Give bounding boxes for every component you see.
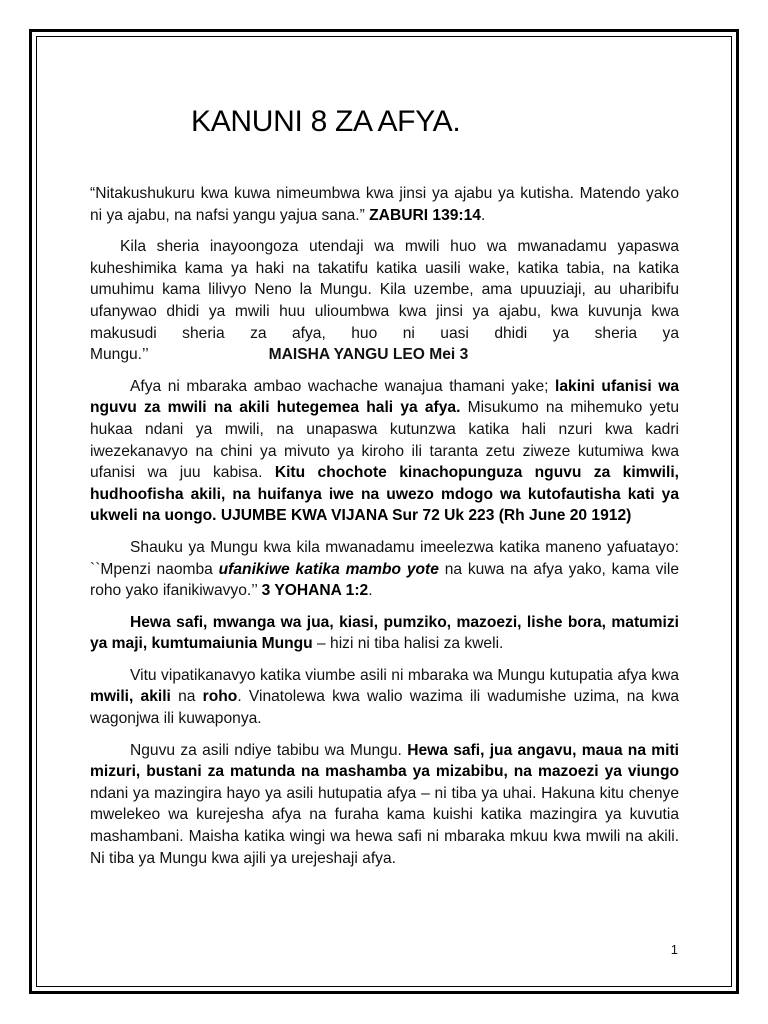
paragraph-eight-remedies: Hewa safi, mwanga wa jua, kiasi, pumziko, mazoezi, lishe bora, matumizi ya maji, kumtumaiunia Mungu – hizi ni tiba halisi za kweli.	[90, 613, 679, 653]
source-reference: UJUMBE KWA VIJANA Sur 72 Uk 223 (Rh June 20 1912)	[216, 507, 632, 525]
page-title: KANUNI 8 ZA AFYA.	[191, 105, 461, 138]
paragraph-natural-remedies: Vitu vipatikanavyo katika viumbe asili ni mbaraka wa Mungu kutupatia afya kwa mwili, akili na roho. Vinatolewa kwa walio wazima ili wadumishe uzima, na kwa wagonjwa ili kuwaponya.	[90, 666, 679, 728]
paragraph-gods-desire: Shauku ya Mungu kwa kila mwanadamu imeelezwa katika maneno yafuatayo: ``Mpenzi naomba ufanikiwe katika mambo yote na kuwa na afya yako, kama vile roho yako ifanikiwavyo.’’ 3 YOHANA 1:2.	[90, 538, 680, 600]
paragraph-health-laws: Kila sheria inayoongoza utendaji wa mwili huo wa mwanadamu yapaswa kuheshimika kama ya haki na takatifu katika uasili wake, katika tabia, na katika umuhimu kama lilivyo Neno la Mungu. Kila uzembe, ama upuuziaji, au uharibifu ufanywao dhidi ya mwili huu ulioumbwa kwa jinsi ya ajabu, kwa kuvunja kwa makusudi sheria za afya, huo ni uasi dhidi ya sheria ya Mungu.’’ MAISHA YANGU LEO Mei 3	[90, 238, 679, 364]
paragraph-psalm-quote: “Nitakushukuru kwa kuwa nimeumbwa kwa jinsi ya ajabu ya kutisha. Matendo yako ni ya ajabu, na nafsi yangu yajua sana.” ZABURI 139:14.	[90, 185, 679, 224]
scripture-reference: ZABURI 139:14	[369, 206, 481, 224]
page-number: 1	[670, 942, 678, 957]
paragraph-nature-physician: Nguvu za asili ndiye tabibu wa Mungu. Hewa safi, jua angavu, maua na miti mizuri, bustani za matunda na mashamba ya mizabibu, na mazoezi ya viungo ndani ya mazingira hayo ya asili hutupatia afya – ni tiba ya uhai. Hakuna kitu chenye mwelekeo wa kurejesha afya na furaha kama kuishi katika mazingira ya kuvutia mashambani. Maisha katika wingi wa hewa safi ni mbaraka mkuu kwa mwili na akili. Ni tiba ya Mungu kwa ajili ya urejeshaji afya.	[90, 741, 680, 867]
source-reference: MAISHA YANGU LEO Mei 3	[268, 346, 469, 364]
scripture-reference: 3 YOHANA 1:2	[261, 582, 369, 600]
document-body	[90, 104, 679, 879]
paragraph-health-blessing: Afya ni mbaraka ambao wachache wanajua thamani yake; lakini ufanisi wa nguvu za mwili na akili hutegemea hali ya afya. Misukumo na mihemuko yetu hukaa ndani ya mwili, na unapaswa kutunzwa katika hali nzuri kwa kadri iwezekanavyo na chini ya mivuto ya kiroho ili taranta zetu ziweze kutumiwa kwa ufanisi wa juu kabisa. Kitu chochote kinachopunguza nguvu za kimwili, hudhoofisha akili, na huifanya iwe na uwezo mdogo wa kutofautisha kati ya ukweli na uongo. UJUMBE KWA VIJANA Sur 72 Uk 223 (Rh June 20 1912)	[90, 377, 680, 525]
